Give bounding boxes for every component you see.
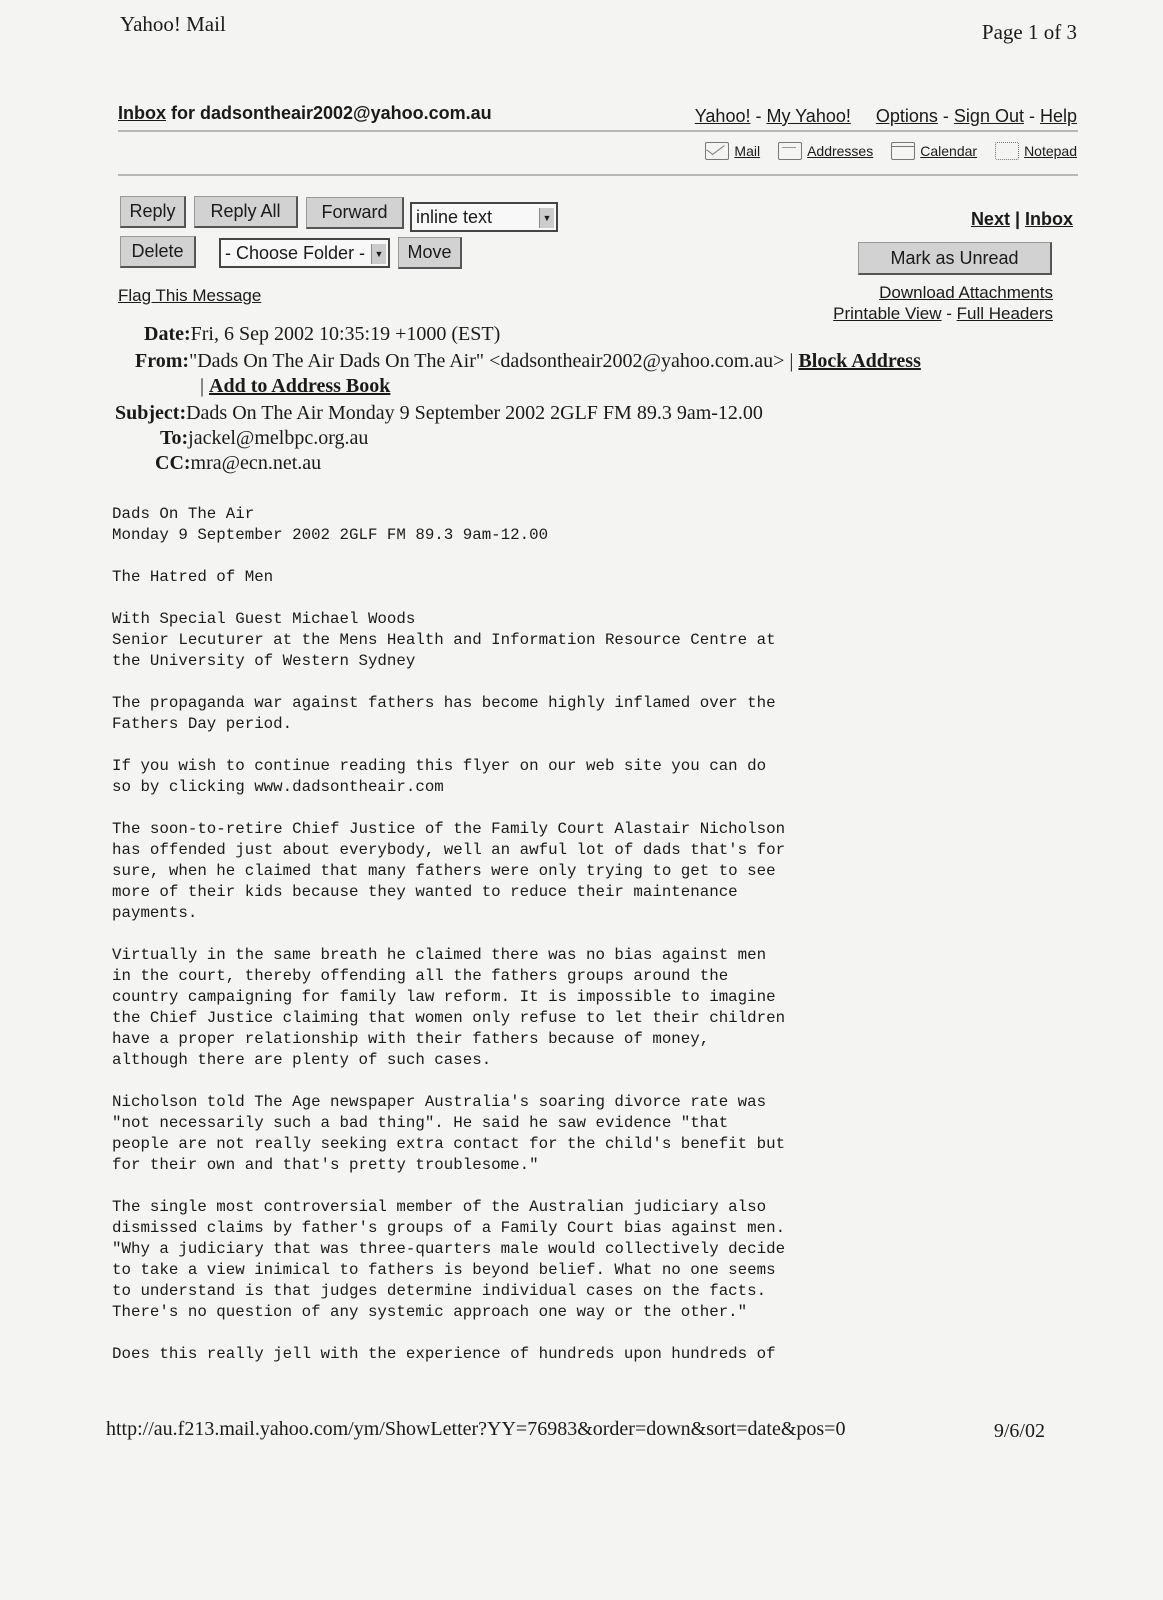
forward-button[interactable]: Forward	[306, 197, 404, 229]
forward-mode-select[interactable]	[410, 202, 558, 232]
to-value: jackel@melbpc.org.au	[188, 427, 369, 449]
subject-value: Dads On The Air Monday 9 September 2002 2GLF FM 89.3 9am-12.00	[186, 402, 763, 424]
yahoo-link[interactable]: Yahoo!	[694, 106, 751, 126]
to-label: To:	[160, 427, 189, 449]
reply-button[interactable]: Reply	[120, 196, 186, 228]
full-headers-link[interactable]: Full Headers	[956, 304, 1053, 323]
separator: |	[200, 375, 210, 397]
to-row	[160, 427, 368, 450]
choose-folder-value: - Choose Folder -	[225, 242, 366, 263]
download-attachments-link[interactable]: Download Attachments	[879, 283, 1053, 302]
account-email: for dadsontheair2002@yahoo.com.au	[166, 103, 492, 123]
nav-addresses[interactable]	[778, 142, 873, 160]
nav-mail[interactable]	[705, 142, 760, 160]
separator: -	[750, 106, 767, 126]
sign-out-link[interactable]: Sign Out	[953, 106, 1024, 126]
from-label: From:	[135, 350, 190, 372]
block-address-link[interactable]: Block Address	[798, 350, 921, 372]
choose-folder-select[interactable]	[219, 238, 390, 268]
nav-addresses-label: Addresses	[807, 143, 874, 159]
flag-message-link[interactable]: Flag This Message	[118, 286, 262, 305]
back-to-inbox-link[interactable]: Inbox	[1025, 209, 1073, 229]
subject-label: Subject:	[115, 402, 187, 424]
mark-as-unread-button[interactable]: Mark as Unread	[858, 242, 1052, 275]
add-address-row	[200, 375, 390, 398]
from-value: "Dads On The Air Dads On The Air" <dadsontheair2002@yahoo.com.au> |	[189, 350, 799, 372]
move-button[interactable]: Move	[398, 237, 462, 269]
nav-divider	[118, 174, 1078, 176]
cc-label: CC:	[155, 452, 191, 474]
from-row	[135, 350, 921, 373]
nav-notepad[interactable]	[995, 142, 1077, 160]
notepad-icon	[995, 142, 1019, 160]
header-divider	[118, 130, 1078, 132]
nav-mail-label: Mail	[734, 143, 761, 159]
nav-notepad-label: Notepad	[1024, 143, 1077, 159]
add-to-address-book-link[interactable]: Add to Address Book	[209, 375, 391, 397]
nav-bar	[705, 142, 1077, 160]
separator: |	[1009, 209, 1025, 229]
cc-value: mra@ecn.net.au	[190, 452, 322, 474]
print-footer-date: 9/6/02	[993, 1420, 1045, 1442]
separator: -	[1023, 106, 1040, 126]
calendar-icon	[891, 142, 915, 160]
nav-calendar-label: Calendar	[920, 143, 978, 159]
separator: -	[941, 304, 957, 323]
forward-mode-value: inline text	[416, 206, 493, 227]
print-footer-url: http://au.f213.mail.yahoo.com/ym/ShowLetter?YY=76983&order=down&sort=date&pos=0	[106, 1418, 846, 1440]
date-row	[144, 323, 500, 346]
cc-row	[155, 452, 321, 475]
help-link[interactable]: Help	[1039, 106, 1077, 126]
next-inbox-nav	[971, 209, 1073, 230]
subject-row	[115, 402, 763, 425]
my-yahoo-link[interactable]: My Yahoo!	[766, 106, 851, 126]
reply-all-button[interactable]: Reply All	[194, 196, 298, 228]
address-book-icon	[778, 142, 802, 160]
message-body: Dads On The Air Monday 9 September 2002 2GLF FM 89.3 9am-12.00 The Hatred of Men With Special Guest Michael Woods Senior Lecuturer at the Mens Health and Information Resource Centre at the University of Western Sydney The propaganda war against fathers has become highly inflamed over the Fathers Day period. If you wish to continue reading this flyer on our web site you can do so by clicking www.dadsontheair.com The soon-to-retire Chief Justice of the Family Court Alastair Nicholson has offended just about everybody, well an awful lot of dads that's for sure, when he claimed that many fathers were only trying to get to see more of their kids because they wanted to reduce their maintenance payments. Virtually in the same breath he claimed there was no bias against men in the court, thereby offending all the fathers groups around the country campaigning for family law reform. It is impossible to imagine the Chief Justice claiming that women only refuse to let their children have a proper relationship with their fathers because of money, although there are plenty of such cases. Nicholson told The Age newspaper Australia's soaring divorce rate was "not necessarily such a bad thing". He said he saw evidence "that people are not really seeking extra contact for the child's benefit but for their own and that's pretty troublesome." The single most controversial member of the Australian judiciary also dismissed claims by father's groups of a Family Court bias against men. "Why a judiciary that was three-quarters male would collectively decide to take a view inimical to fathers is beyond belief. What no one seems to understand is that judges determine individual cases on the facts. There's no question of any systemic approach one way or the other." Does this really jell with the experience of hundreds upon hundreds of	[112, 505, 786, 1363]
page-count: Page 1 of 3	[981, 20, 1077, 44]
date-label: Date:	[144, 323, 191, 345]
mail-icon	[705, 142, 729, 160]
print-header-title: Yahoo! Mail	[120, 12, 226, 36]
inbox-account-line	[118, 103, 492, 124]
chevron-down-icon: ▼	[371, 244, 386, 264]
chevron-down-icon: ▼	[539, 208, 554, 228]
date-value: Fri, 6 Sep 2002 10:35:19 +1000 (EST)	[190, 323, 501, 345]
delete-button[interactable]: Delete	[120, 236, 196, 268]
separator: -	[937, 106, 954, 126]
top-links	[695, 106, 1077, 127]
inbox-link[interactable]: Inbox	[118, 103, 166, 123]
options-link[interactable]: Options	[875, 106, 938, 126]
next-link[interactable]: Next	[970, 209, 1010, 229]
printable-view-link[interactable]: Printable View	[833, 304, 942, 323]
nav-calendar[interactable]	[891, 142, 977, 160]
view-links	[833, 304, 1053, 324]
